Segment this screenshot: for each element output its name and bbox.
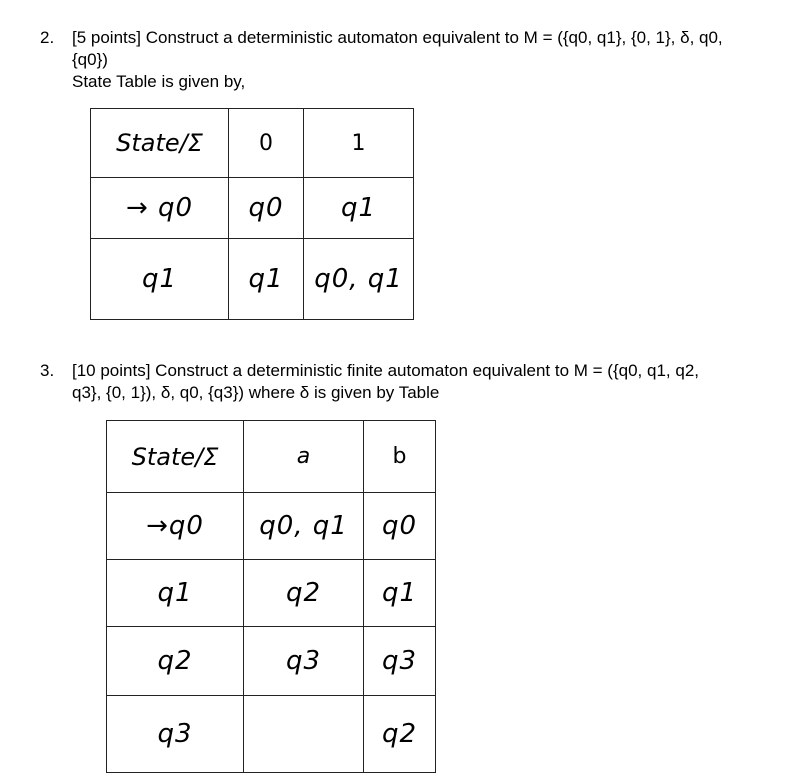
transition-cell: q1 bbox=[229, 239, 304, 320]
table-header-row bbox=[107, 421, 436, 493]
state-cell: q1 bbox=[107, 560, 244, 627]
transition-cell: q2 bbox=[244, 560, 364, 627]
problem-3-statement-line2: q3}, {0, 1}), δ, q0, {q3}) where δ is given by Table bbox=[72, 383, 440, 402]
state-table-2 bbox=[106, 420, 436, 773]
problem-2 bbox=[40, 27, 780, 93]
transition-cell: q0 bbox=[229, 178, 304, 239]
table-row bbox=[91, 239, 414, 320]
table-row bbox=[107, 627, 436, 696]
table-header-row bbox=[91, 109, 414, 178]
problem-2-table-intro: State Table is given by, bbox=[72, 72, 246, 91]
state-cell: → q0 bbox=[91, 178, 229, 239]
transition-cell: q3 bbox=[244, 627, 364, 696]
transition-cell: q1 bbox=[364, 560, 436, 627]
problem-3 bbox=[40, 360, 780, 404]
problem-2-number: 2. bbox=[40, 28, 55, 47]
header-symbol-1: 1 bbox=[304, 109, 414, 178]
table-row bbox=[107, 560, 436, 627]
problem-2-statement-line2: {q0}) bbox=[72, 50, 108, 69]
header-state-sigma: State/Σ bbox=[107, 421, 244, 493]
transition-cell: q1 bbox=[304, 178, 414, 239]
state-table-1 bbox=[90, 108, 414, 320]
problem-3-number: 3. bbox=[40, 361, 55, 380]
header-symbol-a: a bbox=[244, 421, 364, 493]
transition-cell: q0 bbox=[364, 493, 436, 560]
table-row bbox=[107, 493, 436, 560]
state-cell: q1 bbox=[91, 239, 229, 320]
state-cell: q2 bbox=[107, 627, 244, 696]
problem-3-statement-line1: [10 points] Construct a deterministic finite automaton equivalent to M = ({q0, q1, q2, bbox=[72, 361, 699, 380]
transition-cell bbox=[244, 696, 364, 773]
table-row bbox=[91, 178, 414, 239]
header-symbol-b: b bbox=[364, 421, 436, 493]
transition-cell: q0, q1 bbox=[304, 239, 414, 320]
state-cell: →q0 bbox=[107, 493, 244, 560]
table-row bbox=[107, 696, 436, 773]
state-cell: q3 bbox=[107, 696, 244, 773]
transition-cell: q0, q1 bbox=[244, 493, 364, 560]
problem-2-statement-line1: [5 points] Construct a deterministic automaton equivalent to M = ({q0, q1}, {0, 1}, δ, q0, bbox=[72, 28, 723, 47]
transition-cell: q3 bbox=[364, 627, 436, 696]
transition-cell: q2 bbox=[364, 696, 436, 773]
header-state-sigma: State/Σ bbox=[91, 109, 229, 178]
header-symbol-0: 0 bbox=[229, 109, 304, 178]
